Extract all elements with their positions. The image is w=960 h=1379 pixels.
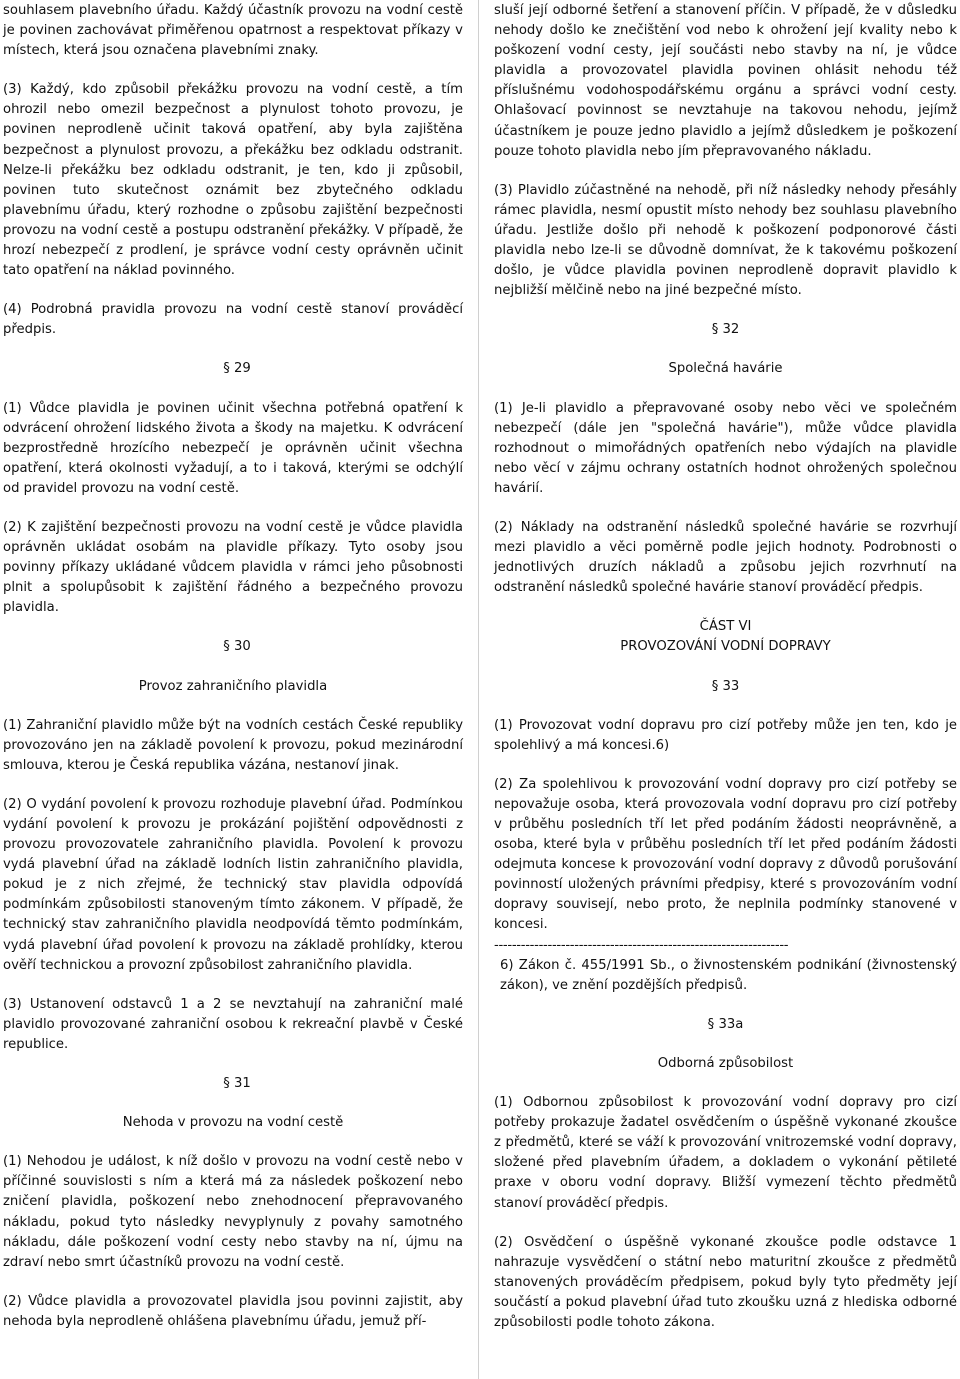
paragraph-28-4: (4) Podrobná pravidla provozu na vodní cestě stanoví prováděcí předpis. <box>3 302 463 338</box>
paragraph-30-3: (3) Ustanovení odstavců 1 a 2 se nevztahují na zahraniční malé plavidlo provozované zahraniční osobou k rekreační plavbě v České republice. <box>3 996 463 1052</box>
paragraph-32-2: (2) Náklady na odstranění následků společné havárie se rozvrhují mezi plavidlo a věci poměrně podle jejich hodnoty. Podrobnosti o jednotlivých druzích nákladů a způsobu jejich rozvrhnutí na odstranění následků společné havárie stanoví prováděcí předpis. <box>494 519 957 596</box>
paragraph-31-2: (2) Vůdce plavidla a provozovatel plavidla jsou povinni zajistit, aby nehoda byla neprodleně ohlášena plavebnímu úřadu, jemuž pří- <box>3 1293 463 1329</box>
section-30-title: Provoz zahraničního plavidla <box>138 678 328 694</box>
footnote-6: 6) Zákon č. 455/1991 Sb., o živnostenském podnikání (živnostenský zákon), ve znění pozdějších předpisů. <box>500 957 957 993</box>
paragraph-29-1: (1) Vůdce plavidla je povinen učinit všechna potřebná opatření k odvrácení ohrožení lidského života a škody na majetku. K odvrácení bezprostředně hrozícího nebezpečí je oprávněn učinit všechna opatření, která okolnosti vyžadují, a to i taková, kterými se odchýlí od pravidel provozu na vodní cestě. <box>3 400 463 496</box>
paragraph-31-3: (3) Plavidlo zúčastněné na nehodě, při níž následky nehody přesáhly rámec plavidla, nesmí opustit místo nehody bez souhlasu plavebního úřadu. Jestliže došlo při nehodě k poškození podponorové části plavidla nebo lze-li se důvodně domnívat, že k takovému poškození došlo, je vůdce plavidla povinen neprodleně dopravit plavidlo k nejbližší mělčině nebo na jiné bezpečné místo. <box>494 182 957 299</box>
section-32-title: Společná havárie <box>668 361 783 377</box>
section-32-heading: § 32 <box>711 322 740 338</box>
section-33a-heading: § 33a <box>707 1016 744 1032</box>
section-33a-title: Odborná způsobilost <box>657 1055 794 1071</box>
paragraph-31-1: (1) Nehodou je událost, k níž došlo v provozu na vodní cestě nebo v příčinné souvislosti s ním a která má za následek poškození nebo zničení plavidla, poškození nebo znehodnocení přepravovaného nákladu, pokud tyto následky nevyplynuly z povahy samotného nákladu, dále poškození vodní cesty nebo stavby na ní, újmu na zdraví nebo smrt účastníků provozu na vodní cestě. <box>3 1154 463 1270</box>
paragraph-30-1: (1) Zahraniční plavidlo může být na vodních cestách České republiky provozováno jen na základě povolení k provozu, pokud mezinárodní smlouva, kterou je Česká republika vázána, nestanoví jinak. <box>3 717 463 773</box>
part-heading: ČÁST VI <box>699 619 752 635</box>
paragraph-intro: souhlasem plavebního úřadu. Každý účastník provozu na vodní cestě je povinen zachovávat přiměřenou opatrnost a respektovat příkazy v místech, která jsou označena plavebními znaky. <box>3 3 463 59</box>
section-30-heading: § 30 <box>223 639 251 655</box>
paragraph-33a-2: (2) Osvědčení o úspěšně vykonané zkoušce podle odstavce 1 nahrazuje vysvědčení o státní nebo maturitní zkoušce z předmětů stanovených prováděcím předpisem, pokud byly tyto předměty její součástí a pokud plavební úřad tuto zkoušku uzná z hlediska odborné způsobilosti podle tohoto zákona. <box>494 1234 957 1330</box>
section-29-heading: § 29 <box>223 361 251 377</box>
paragraph-29-2: (2) K zajištění bezpečnosti provozu na vodní cestě je vůdce plavidla oprávněn ukládat osobám na plavidle příkazy. Tyto osoby jsou povinny příkazy ukládané vůdcem plavidla v rámci jeho působnosti plnit a spolupůsobit k zajištění řádného a bezpečného provozu plavidla. <box>3 519 463 616</box>
paragraph-33a-1: (1) Odbornou způsobilost k provozování vodní dopravy pro cizí potřeby prokazuje žadatel osvědčením o úspěšně vykonané zkoušce z předmětů, které se váží k provozování vnitrozemské vodní dopravy, složené před plavebním úřadem, a dokladem o vykonání pětileté praxe v oboru vodní dopravy. Bližší vymezení těchto předmětů stanoví prováděcí předpis. <box>494 1095 957 1211</box>
left-column <box>3 1 463 1332</box>
right-column <box>494 1 957 1333</box>
footnote-separator: ------------------------------------------------------------------ <box>494 937 789 953</box>
paragraph-33-2: (2) Za spolehlivou k provozování vodní dopravy pro cizí potřeby se nepovažuje osoba, která provozovala vodní dopravu pro cizí potřeby v průběhu posledních tří let před podáním žádosti neoprávněně, a osoba, které byla v průběhu posledních tří let před podáním žádosti odejmuta koncese k provozování vodní dopravy z důvodů porušování povinností uložených právními předpisy, které s provozováním vodní dopravy souvisejí, nebo proto, že neplnila podmínky stanovené v koncesi. <box>494 776 957 933</box>
part-title: PROVOZOVÁNÍ VODNÍ DOPRAVY <box>620 639 831 655</box>
paragraph-30-2: (2) O vydání povolení k provozu rozhoduje plavební úřad. Podmínkou vydání povolení k provozu je prokázání pojištění odpovědnosti z provozu provozovatele zahraničního plavidla. Povolení k provozu vydá plavební úřad na základě lodních listin zahraničního plavidla, pokud je z nich zřejmé, že technický stav plavidla odpovídá podmínkám způsobilosti stanoveným tímto zákonem. V případě, že technický stav zahraničního plavidla neodpovídá těmto podmínkám, vydá plavební úřad povolení k provozu na základě prohlídky, kterou ověří technickou a provozní způsobilost zahraničního plavidla. <box>3 796 463 973</box>
paragraph-31-continued: sluší její odborné šetření a stanovení příčin. V případě, že v důsledku nehody došlo ke znečištění vod nebo k ohrožení její kvality nebo k poškození vodní cesty, její součásti nebo stavby na ní, je vůdce plavidla a provozovatel plavidla povinen ohlásit nehodu též příslušnému vodohospodářskému orgánu a správci vodní cesty. Ohlašovací povinnost se nevztahuje na takovou nehodu, jejímž účastníkem je pouze jedno plavidlo a jejímž důsledkem je poškození pouze tohoto plavidla nebo jím přepravovaného nákladu. <box>494 3 957 159</box>
paragraph-33-1: (1) Provozovat vodní dopravu pro cizí potřeby může jen ten, kdo je spolehlivý a má koncesi.6) <box>494 717 957 753</box>
section-33-heading: § 33 <box>711 678 740 694</box>
paragraph-28-3: (3) Každý, kdo způsobil překážku provozu na vodní cestě, a tím ohrozil nebo omezil bezpečnost a plynulost tohoto provozu, je povinen neprodleně učinit taková opatření, aby byla zajištěna bezpečnost a plynulost provozu, a překážku bez odkladu odstranit. Nelze-li překážku bez odkladu odstranit, je ten, kdo ji způsobil, povinen tuto skutečnost oznámit bez zbytečného odkladu plavebnímu úřadu, který rozhodne o způsobu zajištění bezpečnosti provozu na vodní cestě a postupu odstranění překážky. V případě, že hrozí nebezpečí z prodlení, je správce vodní cesty oprávněn učinit tato opatření na náklad povinného. <box>3 82 463 279</box>
section-31-heading: § 31 <box>223 1076 251 1092</box>
column-divider <box>478 0 479 1379</box>
paragraph-32-1: (1) Je-li plavidlo a přepravované osoby nebo věci ve společném nebezpečí (dále jen "společná havárie"), může vůdce plavidla rozhodnout o mimořádných opatřeních nebo výdajích na plavidle nebo věcí v zájmu ochrany ostatních hodnot ohrožených společnou havárií. <box>494 400 957 496</box>
section-31-title: Nehoda v provozu na vodní cestě <box>122 1115 344 1131</box>
